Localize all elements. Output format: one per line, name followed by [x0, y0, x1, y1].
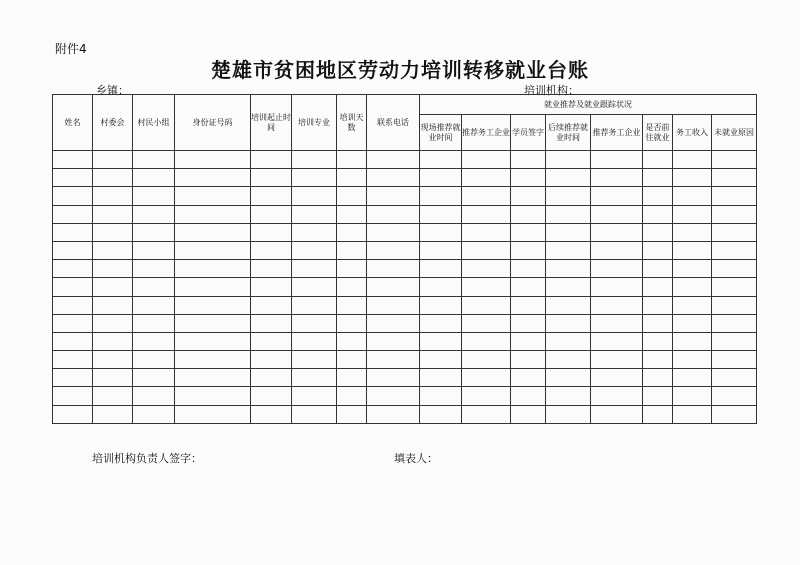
table-cell[interactable] [643, 151, 673, 169]
table-cell[interactable] [511, 223, 546, 241]
table-cell[interactable] [292, 351, 337, 369]
table-cell[interactable] [673, 169, 712, 187]
table-cell[interactable] [251, 241, 292, 259]
table-row [53, 296, 757, 314]
table-cell[interactable] [712, 223, 757, 241]
table-cell[interactable] [591, 241, 643, 259]
table-cell[interactable] [673, 241, 712, 259]
table-row [53, 169, 757, 187]
table-cell[interactable] [133, 332, 175, 350]
table-cell[interactable] [251, 369, 292, 387]
table-cell[interactable] [546, 387, 591, 405]
table-cell[interactable] [546, 223, 591, 241]
table-cell[interactable] [93, 387, 133, 405]
table-cell[interactable] [462, 241, 511, 259]
table-cell[interactable] [337, 332, 367, 350]
table-cell[interactable] [175, 314, 251, 332]
table-cell[interactable] [420, 387, 462, 405]
table-cell[interactable] [591, 332, 643, 350]
col-header-recommended-company: 推荐务工企业 [462, 115, 511, 151]
table-cell[interactable] [712, 296, 757, 314]
table-cell[interactable] [93, 205, 133, 223]
table-cell[interactable] [591, 405, 643, 423]
table-cell[interactable] [175, 387, 251, 405]
table-cell[interactable] [546, 205, 591, 223]
table-cell[interactable] [643, 387, 673, 405]
col-header-phone: 联系电话 [367, 95, 420, 151]
table-cell[interactable] [420, 223, 462, 241]
table-cell[interactable] [712, 169, 757, 187]
table-row [53, 387, 757, 405]
table-cell[interactable] [53, 296, 93, 314]
table-cell[interactable] [53, 387, 93, 405]
table-cell[interactable] [175, 405, 251, 423]
table-cell[interactable] [643, 169, 673, 187]
table-cell[interactable] [511, 169, 546, 187]
attachment-label: 附件4 [55, 42, 87, 56]
table-cell[interactable] [337, 169, 367, 187]
table-cell[interactable] [53, 369, 93, 387]
table-cell[interactable] [93, 369, 133, 387]
table-cell[interactable] [367, 369, 420, 387]
table-cell[interactable] [133, 369, 175, 387]
table-cell[interactable] [673, 260, 712, 278]
table-cell[interactable] [673, 205, 712, 223]
table-cell[interactable] [673, 151, 712, 169]
table-cell[interactable] [337, 260, 367, 278]
table-cell[interactable] [591, 205, 643, 223]
table-cell[interactable] [292, 169, 337, 187]
table-cell[interactable] [292, 223, 337, 241]
col-header-village-group: 村民小组 [133, 95, 175, 151]
table-row [53, 151, 757, 169]
table-cell[interactable] [251, 151, 292, 169]
table-cell[interactable] [591, 151, 643, 169]
table-cell[interactable] [53, 351, 93, 369]
table-row [53, 405, 757, 423]
table-cell[interactable] [591, 387, 643, 405]
table-cell[interactable] [93, 314, 133, 332]
table-cell[interactable] [511, 405, 546, 423]
table-cell[interactable] [292, 278, 337, 296]
table-cell[interactable] [53, 260, 93, 278]
col-header-village-committee: 村委会 [93, 95, 133, 151]
table-cell[interactable] [133, 405, 175, 423]
col-header-went-to-work: 是否前往就业 [643, 115, 673, 151]
table-cell[interactable] [175, 278, 251, 296]
table-cell[interactable] [93, 405, 133, 423]
table-cell[interactable] [292, 205, 337, 223]
ledger-table [52, 94, 757, 424]
table-cell[interactable] [251, 169, 292, 187]
table-cell[interactable] [546, 405, 591, 423]
table-cell[interactable] [546, 314, 591, 332]
table-cell[interactable] [420, 351, 462, 369]
table-row [53, 332, 757, 350]
table-cell[interactable] [93, 332, 133, 350]
table-cell[interactable] [462, 332, 511, 350]
table-cell[interactable] [367, 314, 420, 332]
table-cell[interactable] [643, 405, 673, 423]
table-cell[interactable] [53, 169, 93, 187]
table-cell[interactable] [462, 260, 511, 278]
table-cell[interactable] [53, 278, 93, 296]
table-cell[interactable] [367, 405, 420, 423]
table-cell[interactable] [133, 241, 175, 259]
table-cell[interactable] [591, 351, 643, 369]
col-header-training-days: 培训天数 [337, 95, 367, 151]
table-row [53, 187, 757, 205]
table-cell[interactable] [133, 314, 175, 332]
table-cell[interactable] [591, 260, 643, 278]
table-cell[interactable] [175, 205, 251, 223]
table-cell[interactable] [420, 151, 462, 169]
table-cell[interactable] [511, 369, 546, 387]
table-cell[interactable] [133, 205, 175, 223]
table-cell[interactable] [251, 405, 292, 423]
table-cell[interactable] [546, 332, 591, 350]
table-cell[interactable] [93, 278, 133, 296]
table-cell[interactable] [337, 151, 367, 169]
table-cell[interactable] [292, 332, 337, 350]
table-cell[interactable] [673, 351, 712, 369]
table-cell[interactable] [367, 278, 420, 296]
table-cell[interactable] [292, 260, 337, 278]
table-cell[interactable] [337, 187, 367, 205]
table-cell[interactable] [712, 332, 757, 350]
table-cell[interactable] [511, 332, 546, 350]
table-cell[interactable] [712, 260, 757, 278]
table-cell[interactable] [673, 314, 712, 332]
table-cell[interactable] [337, 241, 367, 259]
col-header-recommended-company-2: 推荐务工企业 [591, 115, 643, 151]
table-cell[interactable] [367, 205, 420, 223]
table-cell[interactable] [546, 151, 591, 169]
col-header-onsite-recommend-time: 现场推荐就业时间 [420, 115, 462, 151]
table-cell[interactable] [251, 314, 292, 332]
table-cell[interactable] [367, 260, 420, 278]
table-cell[interactable] [462, 223, 511, 241]
table-cell[interactable] [337, 223, 367, 241]
table-cell[interactable] [462, 205, 511, 223]
table-row [53, 205, 757, 223]
table-cell[interactable] [251, 278, 292, 296]
table-cell[interactable] [673, 278, 712, 296]
table-cell[interactable] [292, 187, 337, 205]
col-header-name: 姓名 [53, 95, 93, 151]
table-cell[interactable] [53, 405, 93, 423]
table-cell[interactable] [643, 205, 673, 223]
table-cell[interactable] [133, 187, 175, 205]
table-cell[interactable] [337, 314, 367, 332]
table-row [53, 260, 757, 278]
table-cell[interactable] [546, 187, 591, 205]
table-cell[interactable] [175, 223, 251, 241]
table-cell[interactable] [712, 314, 757, 332]
table-cell[interactable] [133, 223, 175, 241]
table-cell[interactable] [53, 314, 93, 332]
table-cell[interactable] [367, 332, 420, 350]
table-cell[interactable] [420, 332, 462, 350]
table-cell[interactable] [367, 187, 420, 205]
table-cell[interactable] [133, 169, 175, 187]
table-cell[interactable] [251, 223, 292, 241]
table-cell[interactable] [591, 369, 643, 387]
table-row [53, 278, 757, 296]
table-cell[interactable] [712, 151, 757, 169]
table-cell[interactable] [643, 260, 673, 278]
table-cell[interactable] [462, 296, 511, 314]
col-header-training-period: 培训起止时间 [251, 95, 292, 151]
table-cell[interactable] [643, 369, 673, 387]
table-cell[interactable] [133, 296, 175, 314]
table-cell[interactable] [462, 151, 511, 169]
table-cell[interactable] [420, 369, 462, 387]
table-cell[interactable] [93, 151, 133, 169]
table-cell[interactable] [175, 151, 251, 169]
table-cell[interactable] [337, 296, 367, 314]
table-cell[interactable] [292, 369, 337, 387]
table-cell[interactable] [546, 169, 591, 187]
table-cell[interactable] [546, 260, 591, 278]
table-cell[interactable] [673, 296, 712, 314]
table-cell[interactable] [292, 151, 337, 169]
table-cell[interactable] [133, 387, 175, 405]
table-cell[interactable] [511, 314, 546, 332]
table-cell[interactable] [462, 405, 511, 423]
table-cell[interactable] [462, 369, 511, 387]
township-label: 乡镇： [96, 84, 129, 97]
table-cell[interactable] [337, 278, 367, 296]
col-header-trainee-signature: 学员签字 [511, 115, 546, 151]
table-cell[interactable] [367, 296, 420, 314]
table-cell[interactable] [251, 205, 292, 223]
table-cell[interactable] [643, 351, 673, 369]
table-cell[interactable] [292, 241, 337, 259]
table-cell[interactable] [712, 405, 757, 423]
table-cell[interactable] [591, 169, 643, 187]
table-cell[interactable] [251, 296, 292, 314]
table-cell[interactable] [251, 332, 292, 350]
table-cell[interactable] [673, 223, 712, 241]
table-cell[interactable] [673, 387, 712, 405]
table-cell[interactable] [251, 187, 292, 205]
table-cell[interactable] [591, 223, 643, 241]
table-cell[interactable] [292, 296, 337, 314]
table-cell[interactable] [133, 351, 175, 369]
table-row [53, 351, 757, 369]
table-cell[interactable] [251, 387, 292, 405]
table-cell[interactable] [175, 241, 251, 259]
table-cell[interactable] [511, 205, 546, 223]
table-cell[interactable] [420, 241, 462, 259]
table-cell[interactable] [511, 387, 546, 405]
table-cell[interactable] [462, 314, 511, 332]
table-cell[interactable] [53, 223, 93, 241]
table-cell[interactable] [591, 314, 643, 332]
table-cell[interactable] [511, 151, 546, 169]
table-cell[interactable] [367, 387, 420, 405]
table-cell[interactable] [93, 296, 133, 314]
table-cell[interactable] [420, 278, 462, 296]
table-cell[interactable] [546, 296, 591, 314]
table-cell[interactable] [673, 369, 712, 387]
table-cell[interactable] [511, 351, 546, 369]
table-cell[interactable] [511, 278, 546, 296]
table-cell[interactable] [93, 223, 133, 241]
col-header-work-income: 务工收入 [673, 115, 712, 151]
table-cell[interactable] [511, 187, 546, 205]
table-cell[interactable] [673, 405, 712, 423]
table-cell[interactable] [53, 241, 93, 259]
table-cell[interactable] [175, 296, 251, 314]
table-row [53, 369, 757, 387]
table-cell[interactable] [337, 369, 367, 387]
table-cell[interactable] [546, 351, 591, 369]
table-cell[interactable] [643, 187, 673, 205]
table-cell[interactable] [337, 205, 367, 223]
table-cell[interactable] [462, 387, 511, 405]
table-cell[interactable] [367, 241, 420, 259]
table-cell[interactable] [175, 169, 251, 187]
table-cell[interactable] [53, 151, 93, 169]
table-cell[interactable] [420, 405, 462, 423]
table-cell[interactable] [251, 260, 292, 278]
table-cell[interactable] [292, 314, 337, 332]
table-cell[interactable] [643, 241, 673, 259]
table-cell[interactable] [337, 405, 367, 423]
table-cell[interactable] [462, 187, 511, 205]
table-cell[interactable] [367, 169, 420, 187]
head-signature-label: 培训机构负责人签字： [92, 452, 202, 465]
table-cell[interactable] [133, 260, 175, 278]
table-cell[interactable] [420, 260, 462, 278]
table-cell[interactable] [175, 369, 251, 387]
table-cell[interactable] [712, 187, 757, 205]
col-header-followup-recommend-time: 后续推荐就业时间 [546, 115, 591, 151]
institution-label: 培训机构： [524, 84, 579, 97]
table-cell[interactable] [337, 387, 367, 405]
table-cell[interactable] [175, 332, 251, 350]
table-row [53, 314, 757, 332]
table-cell[interactable] [367, 351, 420, 369]
table-cell[interactable] [712, 241, 757, 259]
table-cell[interactable] [643, 278, 673, 296]
table-cell[interactable] [93, 351, 133, 369]
col-header-training-major: 培训专业 [292, 95, 337, 151]
table-cell[interactable] [712, 205, 757, 223]
table-cell[interactable] [462, 278, 511, 296]
table-cell[interactable] [462, 351, 511, 369]
group-header-employment-tracking: 就业推荐及就业跟踪状况 [420, 95, 757, 115]
table-row [53, 241, 757, 259]
filler-label: 填表人： [394, 452, 438, 465]
table-cell[interactable] [93, 241, 133, 259]
table-cell[interactable] [643, 314, 673, 332]
table-cell[interactable] [420, 187, 462, 205]
table-cell[interactable] [462, 169, 511, 187]
table-cell[interactable] [420, 169, 462, 187]
table-cell[interactable] [175, 187, 251, 205]
table-cell[interactable] [53, 187, 93, 205]
page-title: 楚雄市贫困地区劳动力培训转移就业台账 [211, 58, 589, 82]
table-cell[interactable] [53, 205, 93, 223]
table-cell[interactable] [546, 241, 591, 259]
table-cell[interactable] [292, 387, 337, 405]
table-cell[interactable] [511, 296, 546, 314]
table-cell[interactable] [643, 332, 673, 350]
table-cell[interactable] [420, 205, 462, 223]
table-cell[interactable] [367, 151, 420, 169]
table-cell[interactable] [367, 223, 420, 241]
table-cell[interactable] [175, 351, 251, 369]
col-header-id-number: 身份证号码 [175, 95, 251, 151]
table-cell[interactable] [591, 187, 643, 205]
table-cell[interactable] [292, 405, 337, 423]
table-cell[interactable] [337, 351, 367, 369]
table-cell[interactable] [93, 187, 133, 205]
table-cell[interactable] [511, 260, 546, 278]
table-cell[interactable] [591, 296, 643, 314]
table-cell[interactable] [546, 369, 591, 387]
table-cell[interactable] [643, 296, 673, 314]
table-cell[interactable] [175, 260, 251, 278]
table-cell[interactable] [673, 332, 712, 350]
table-cell[interactable] [93, 260, 133, 278]
table-cell[interactable] [546, 278, 591, 296]
table-cell[interactable] [133, 278, 175, 296]
table-cell[interactable] [133, 151, 175, 169]
table-cell[interactable] [643, 223, 673, 241]
table-cell[interactable] [712, 351, 757, 369]
table-cell[interactable] [93, 169, 133, 187]
table-cell[interactable] [251, 351, 292, 369]
col-header-unemployment-reason: 未就业原因 [712, 115, 757, 151]
table-cell[interactable] [712, 387, 757, 405]
table-cell[interactable] [420, 314, 462, 332]
table-cell[interactable] [53, 332, 93, 350]
table-cell[interactable] [420, 296, 462, 314]
table-row [53, 223, 757, 241]
table-cell[interactable] [712, 278, 757, 296]
table-cell[interactable] [712, 369, 757, 387]
table-cell[interactable] [511, 241, 546, 259]
table-cell[interactable] [673, 187, 712, 205]
table-cell[interactable] [591, 278, 643, 296]
